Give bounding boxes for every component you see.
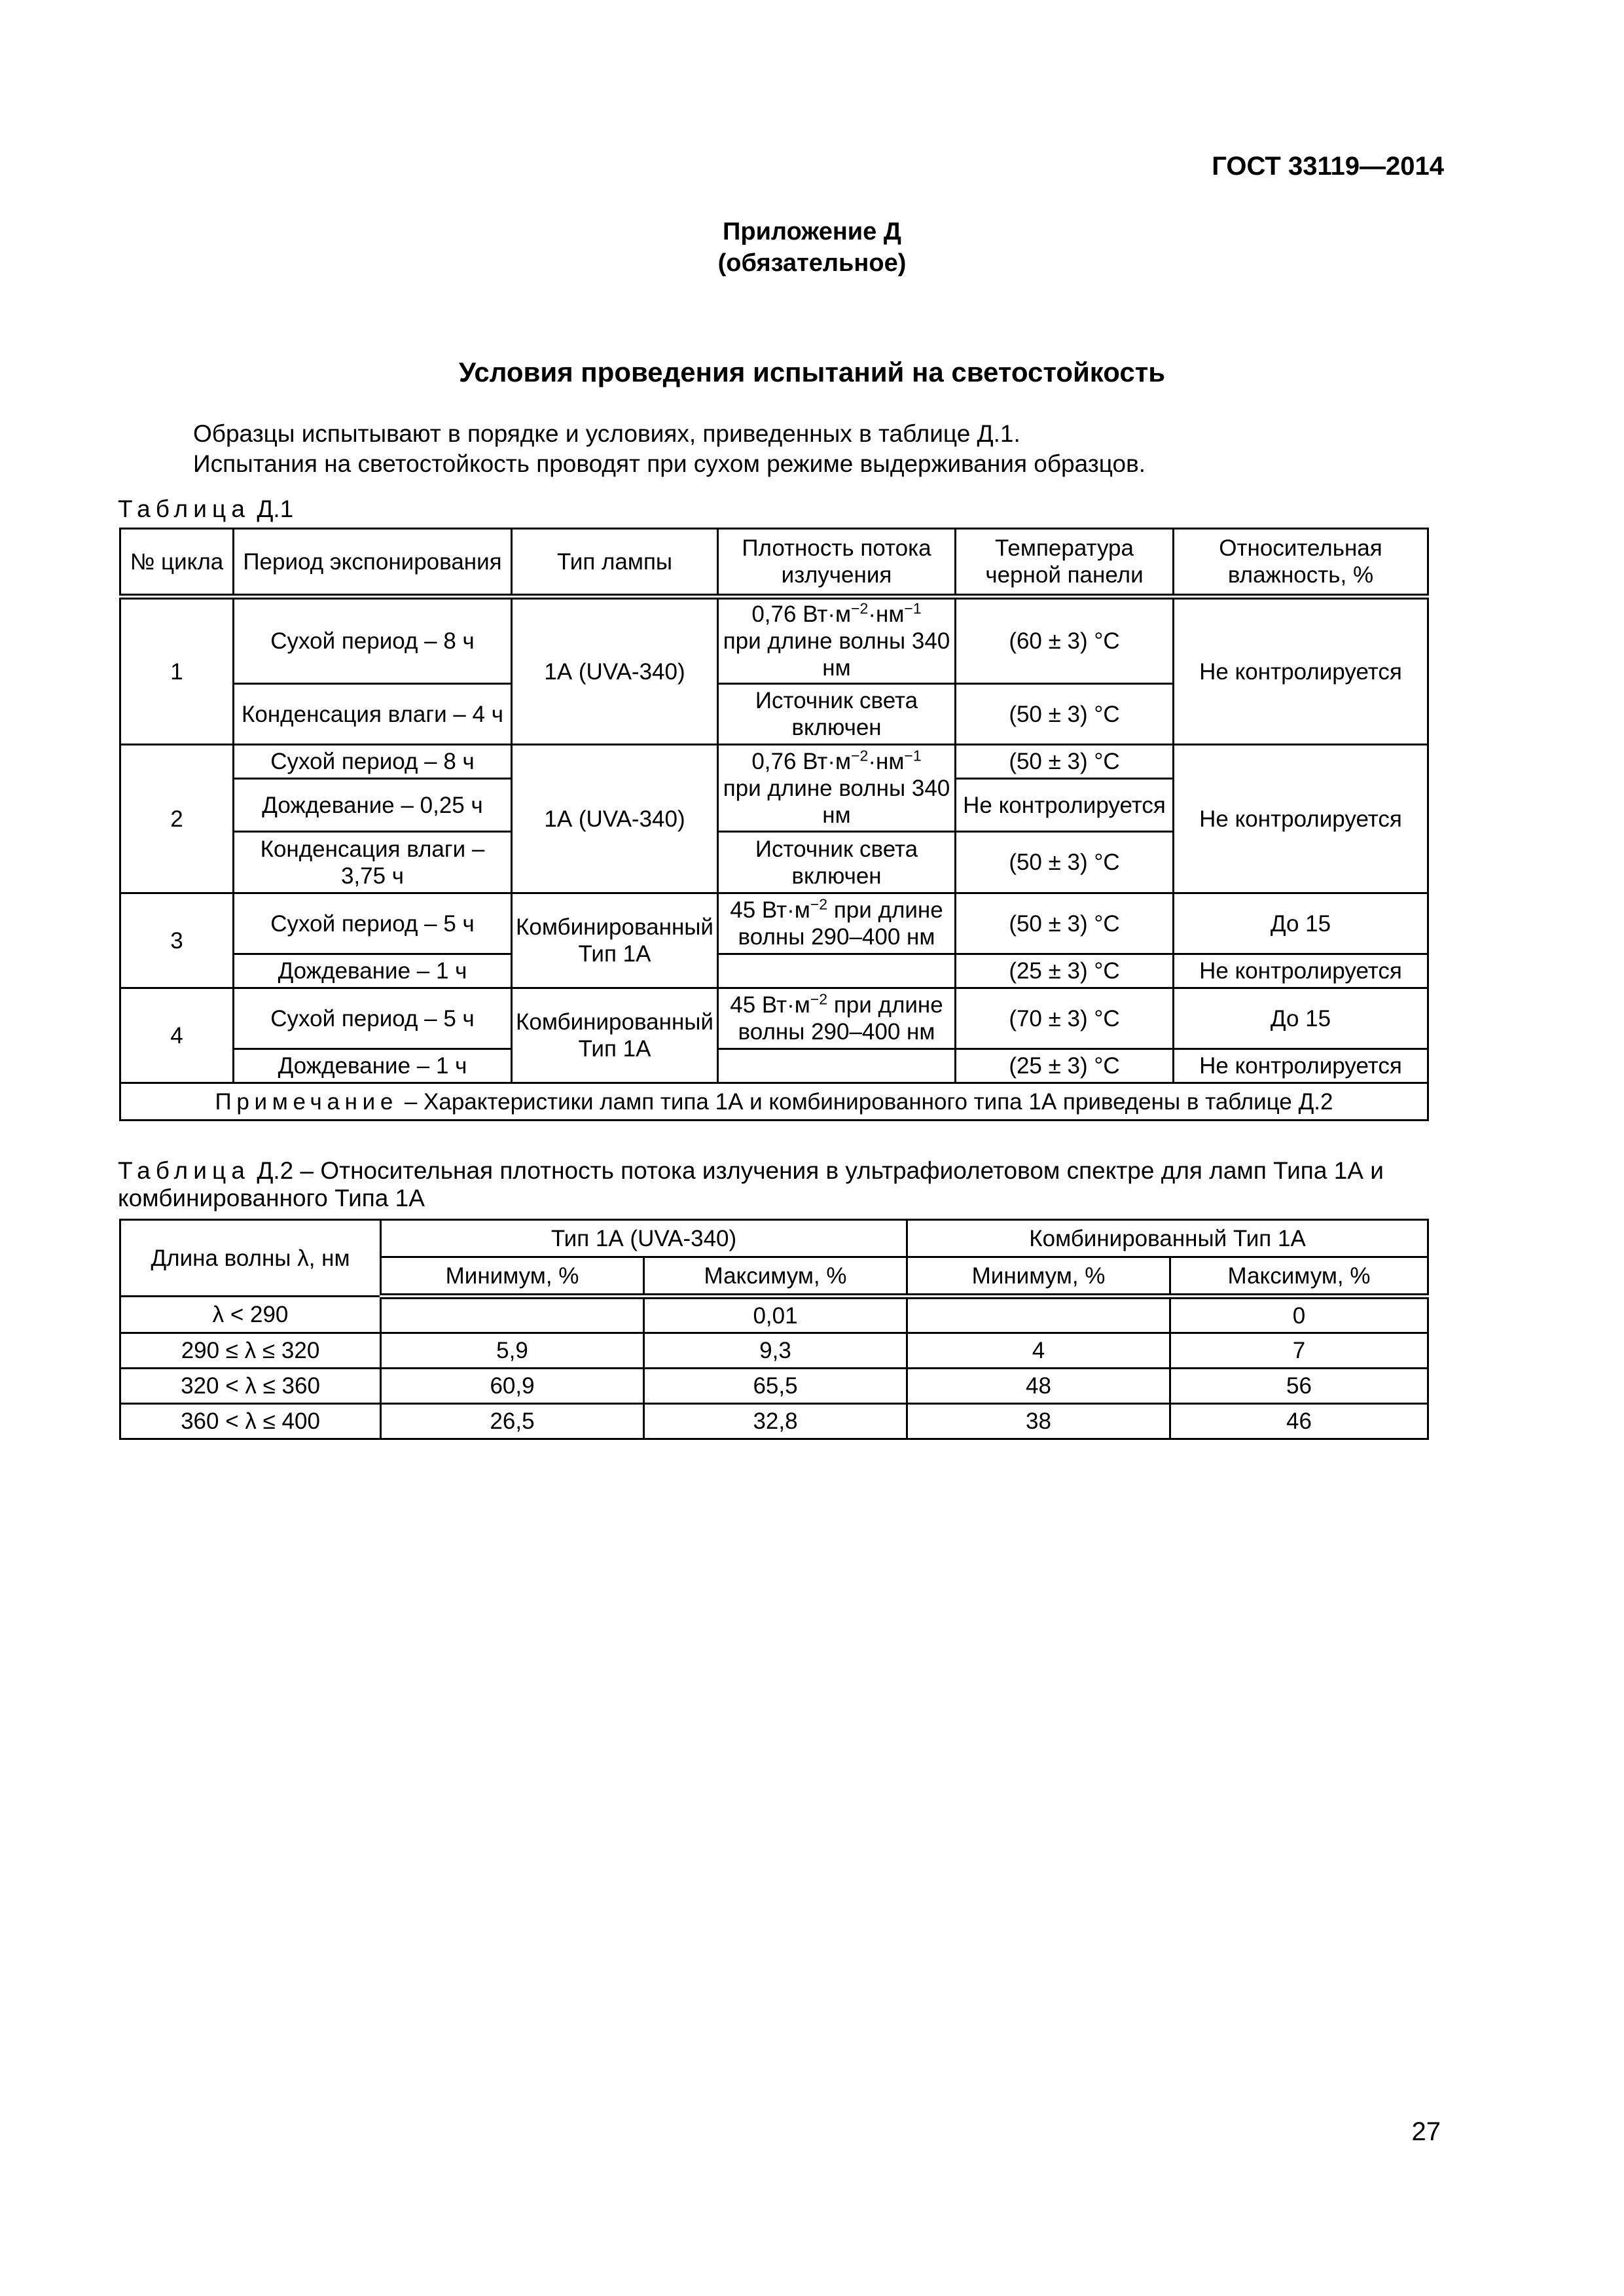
flux-density: 0,76 $Вт\cdot м^{-2}\cdot нм^{-1}$ при длине волны 340 нм [718, 745, 956, 832]
col-header-lamp: Тип лампы [512, 529, 718, 597]
flux-density: 45 $Вт\cdot м^{-2}$ при длине волны 290–400 нм [718, 988, 956, 1049]
flux-density: Источник света включен [718, 832, 956, 893]
table-d1 [119, 528, 1429, 1121]
page-number: 27 [1411, 2117, 1441, 2146]
table1-caption-id: Д.1 [257, 495, 294, 522]
table-row [120, 893, 1428, 954]
table-row [120, 1404, 1428, 1439]
table2-caption-word: Таблица [118, 1157, 251, 1184]
cell-value: 38 [907, 1404, 1170, 1439]
table-row [120, 1369, 1428, 1404]
relative-humidity: Не контролируется [1174, 954, 1428, 988]
table-row [120, 597, 1428, 684]
exposure-period: Дождевание – 1 ч [234, 1049, 512, 1083]
table-row [120, 954, 1428, 988]
panel-temperature: (50 ± 3) °С [956, 893, 1174, 954]
table2-caption-text: Д.2 – Относительная плотность потока излучения в ультрафиолетовом спектре для ламп Типа 1А и [257, 1157, 1384, 1184]
table-row [120, 1297, 1428, 1333]
col-header-max: Максимум, % [644, 1257, 907, 1297]
panel-temperature: (25 ± 3) °С [956, 954, 1174, 988]
col-header-humidity: Относительная влажность, % [1174, 529, 1428, 597]
intro-line-1: Образцы испытывают в порядке и условиях, приведенных в таблице Д.1. [193, 420, 1020, 447]
cell-value [907, 1297, 1170, 1333]
col-header-type1a: Тип 1А (UVA-340) [381, 1220, 907, 1257]
panel-temperature: (50 ± 3) °С [956, 745, 1174, 779]
cell-value: 65,5 [644, 1369, 907, 1404]
table1-caption [118, 495, 293, 523]
appendix-label: Приложение Д [723, 218, 901, 245]
col-header-cycle: № цикла [120, 529, 234, 597]
table-row [120, 988, 1428, 1049]
cell-value: 0,01 [644, 1297, 907, 1333]
relative-humidity: До 15 [1174, 988, 1428, 1049]
table-row [120, 745, 1428, 779]
wavelength-range: 290 ≤ λ ≤ 320 [120, 1333, 381, 1369]
cell-value: 56 [1170, 1369, 1428, 1404]
intro-line-2: Испытания на светостойкость проводят при сухом режиме выдерживания образцов. [193, 450, 1146, 477]
wavelength-range: 360 < λ ≤ 400 [120, 1404, 381, 1439]
cell-value: 32,8 [644, 1404, 907, 1439]
col-header-min: Минимум, % [907, 1257, 1170, 1297]
exposure-period: Сухой период – 8 ч [234, 597, 512, 684]
panel-temperature: (50 ± 3) °С [956, 832, 1174, 893]
cell-value: 0 [1170, 1297, 1428, 1333]
lamp-type: 1А (UVA-340) [512, 597, 718, 745]
exposure-period: Сухой период – 5 ч [234, 893, 512, 954]
cycle-number: 2 [120, 745, 234, 893]
cell-value: 9,3 [644, 1333, 907, 1369]
table-note-row [120, 1083, 1428, 1121]
cell-value: 60,9 [381, 1369, 644, 1404]
table2-caption [118, 1157, 1427, 1212]
col-header-temperature: Температура черной панели [956, 529, 1174, 597]
col-header-max: Максимум, % [1170, 1257, 1428, 1297]
panel-temperature: (60 ± 3) °С [956, 597, 1174, 684]
lamp-type: 1А (UVA-340) [512, 745, 718, 893]
cycle-number: 4 [120, 988, 234, 1083]
wavelength-range: λ < 290 [120, 1297, 381, 1333]
exposure-period: Конденсация влаги – 4 ч [234, 684, 512, 745]
cell-value: 48 [907, 1369, 1170, 1404]
table1-caption-word: Таблица [118, 495, 251, 522]
cell-value [381, 1297, 644, 1333]
lamp-type: Комбинированный Тип 1А [512, 893, 718, 988]
flux-density: 0,76 $Вт\cdot м^{-2}\cdot нм^{-1}$ при длине волны 340 нм [718, 597, 956, 684]
exposure-period: Сухой период – 8 ч [234, 745, 512, 779]
relative-humidity: До 15 [1174, 893, 1428, 954]
panel-temperature: (25 ± 3) °С [956, 1049, 1174, 1083]
cell-value: 4 [907, 1333, 1170, 1369]
section-title: Условия проведения испытаний на светостойкость [458, 357, 1166, 387]
wavelength-range: 320 < λ ≤ 360 [120, 1369, 381, 1404]
exposure-period: Дождевание – 0,25 ч [234, 779, 512, 832]
panel-temperature: (70 ± 3) °С [956, 988, 1174, 1049]
appendix-status: (обязательное) [717, 249, 907, 277]
lamp-type: Комбинированный Тип 1А [512, 988, 718, 1083]
panel-temperature: Не контролируется [956, 779, 1174, 832]
standard-number: ГОСТ 33119—2014 [1212, 152, 1444, 181]
exposure-period: Сухой период – 5 ч [234, 988, 512, 1049]
flux-density: 45 $Вт\cdot м^{-2}$ при длине волны 290–400 нм [718, 893, 956, 954]
exposure-period: Дождевание – 1 ч [234, 954, 512, 988]
table-row [120, 1049, 1428, 1083]
cell-value: 26,5 [381, 1404, 644, 1439]
col-header-period: Период экспонирования [234, 529, 512, 597]
flux-density: Источник света включен [718, 684, 956, 745]
cycle-number: 1 [120, 597, 234, 745]
panel-temperature: (50 ± 3) °С [956, 684, 1174, 745]
cycle-number: 3 [120, 893, 234, 988]
relative-humidity: Не контролируется [1174, 1049, 1428, 1083]
relative-humidity: Не контролируется [1174, 745, 1428, 893]
appendix-heading [0, 216, 1624, 279]
col-header-flux: Плотность потока излучения [718, 529, 956, 597]
cell-value: 5,9 [381, 1333, 644, 1369]
relative-humidity: Не контролируется [1174, 597, 1428, 745]
flux-density [718, 954, 956, 988]
flux-density [718, 1049, 956, 1083]
table-d2 [119, 1219, 1429, 1440]
col-header-min: Минимум, % [381, 1257, 644, 1297]
col-header-combined: Комбинированный Тип 1А [907, 1220, 1428, 1257]
table2-caption-line2: комбинированного Типа 1А [118, 1185, 425, 1211]
exposure-period: Конденсация влаги – 3,75 ч [234, 832, 512, 893]
cell-value: 7 [1170, 1333, 1428, 1369]
table-note: Примечание – Характеристики ламп типа 1А и комбинированного типа 1А приведены в таблице Д.2 [120, 1083, 1428, 1121]
table-row [120, 1333, 1428, 1369]
cell-value: 46 [1170, 1404, 1428, 1439]
col-header-wavelength: Длина волны λ, нм [120, 1220, 381, 1297]
